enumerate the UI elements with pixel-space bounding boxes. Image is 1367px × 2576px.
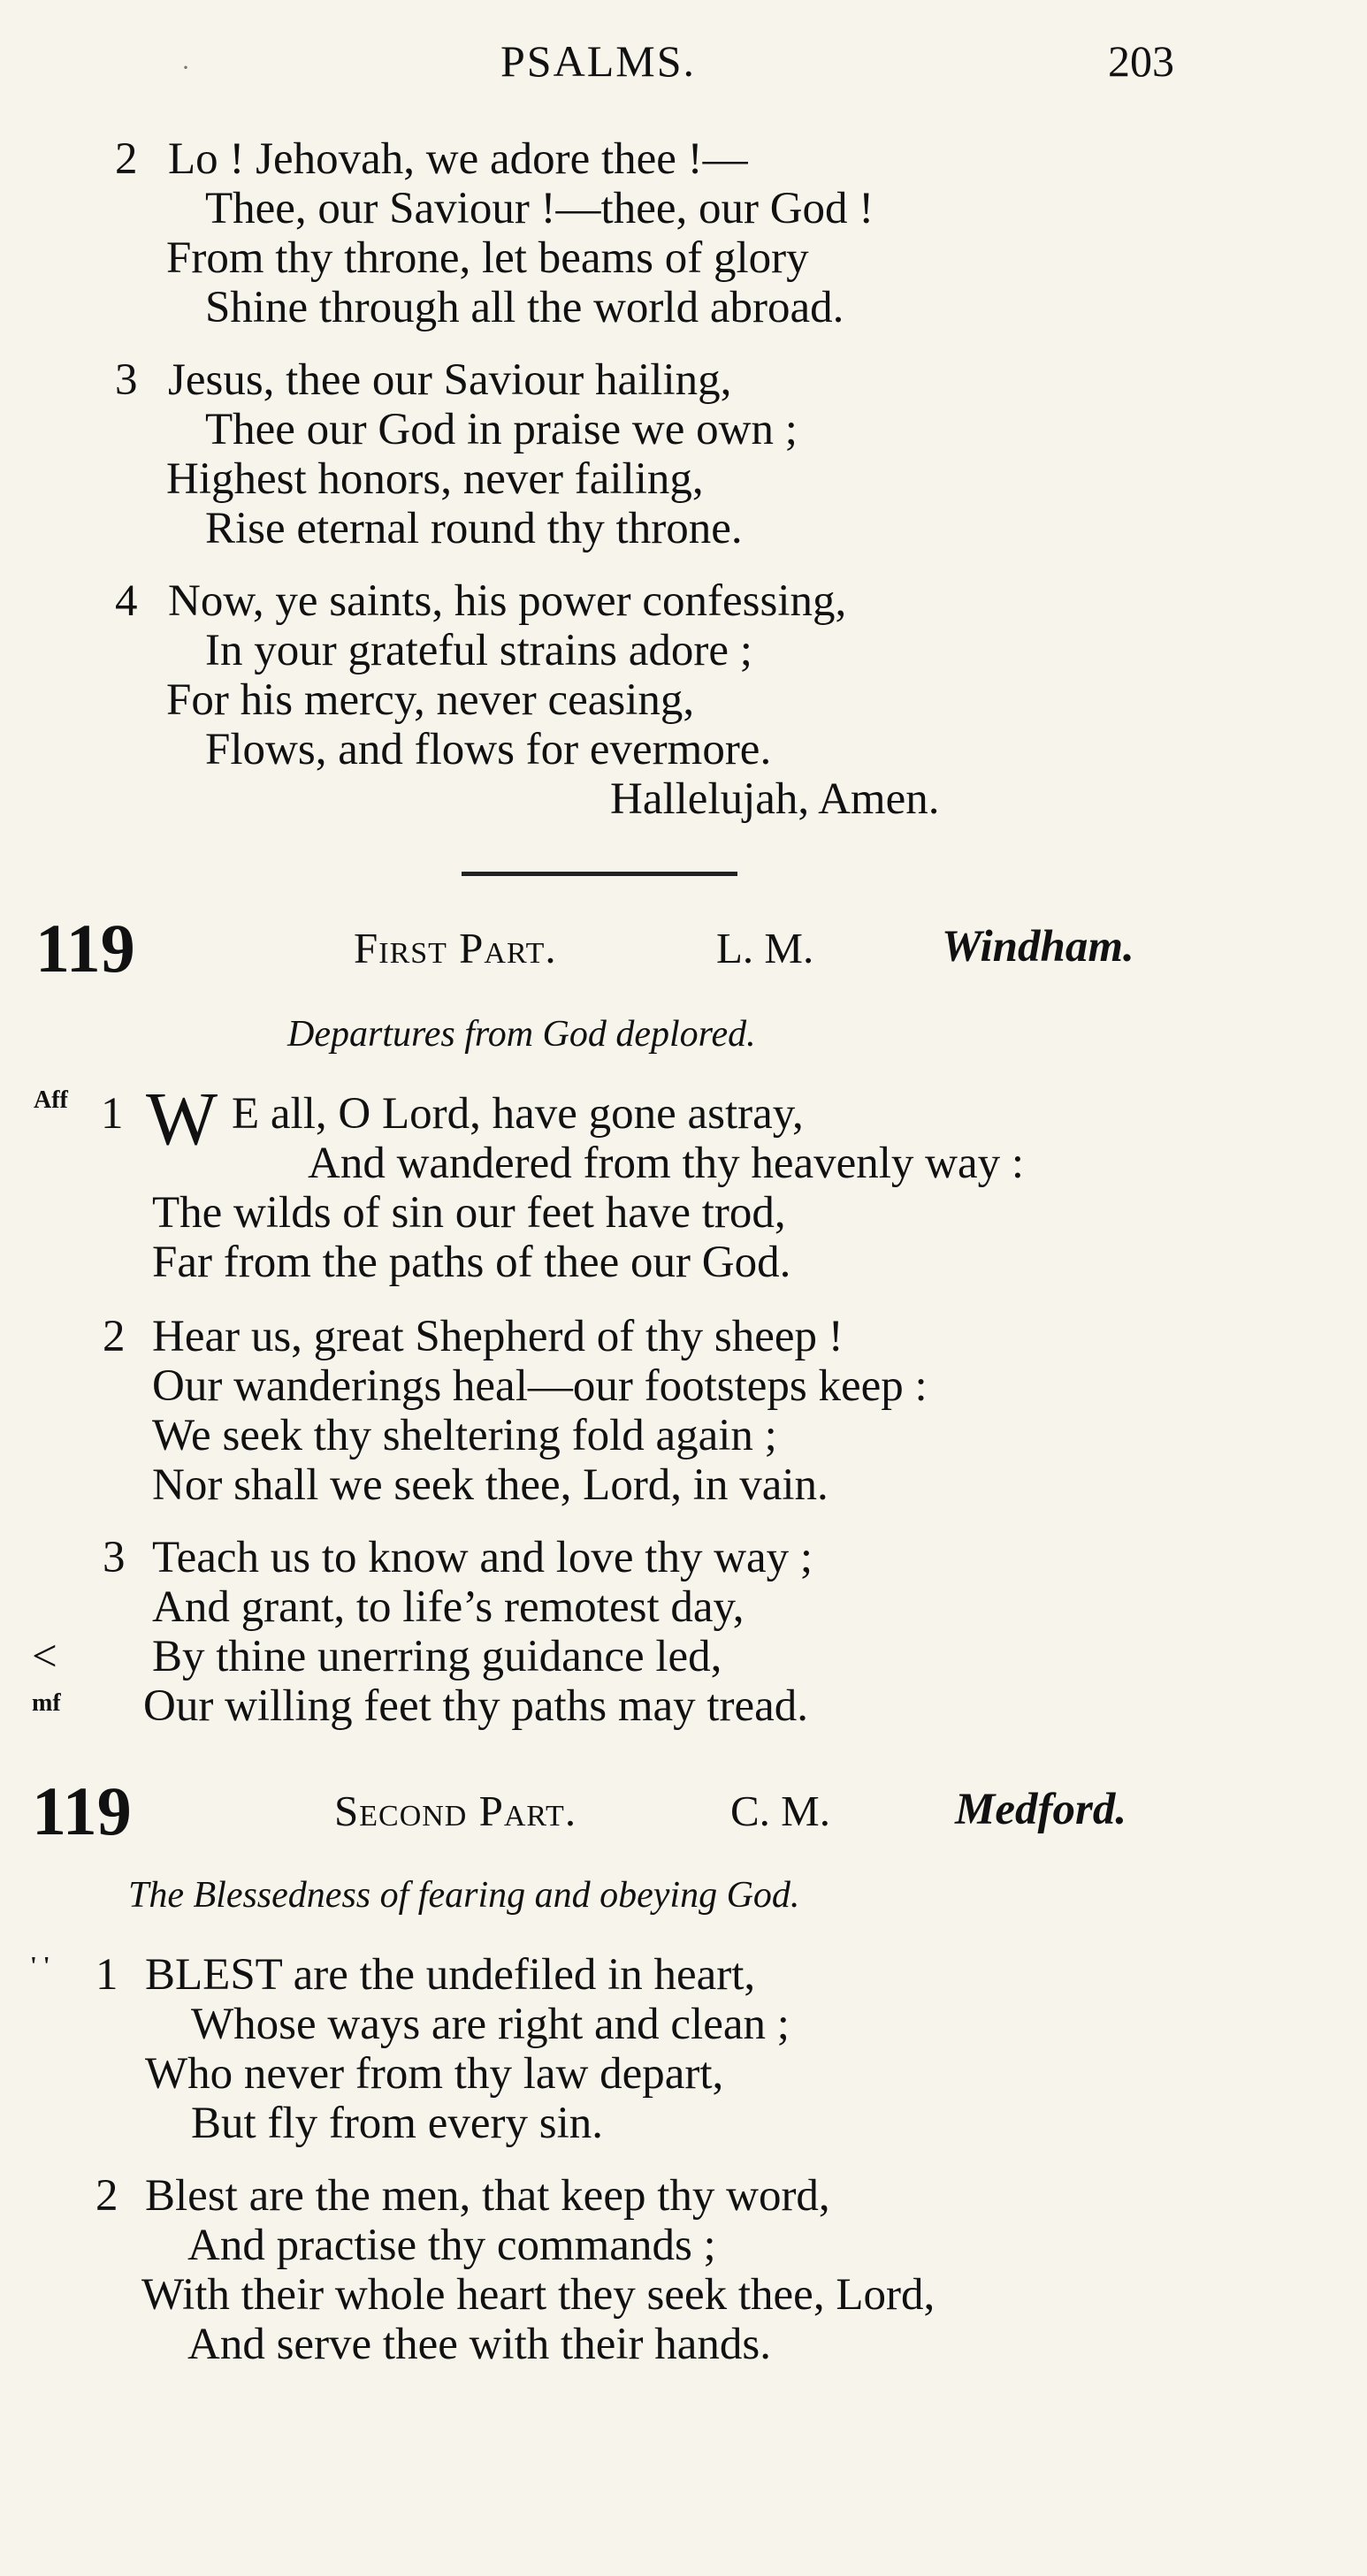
verse-line: Our willing feet thy paths may tread. xyxy=(143,1681,809,1731)
verse-line: Now, ye saints, his power confessing, xyxy=(168,576,847,626)
verse-line: We seek thy sheltering fold again ; xyxy=(152,1411,777,1460)
verse-number: 4 xyxy=(115,576,138,626)
hymn-header xyxy=(0,1772,1367,1851)
hymn-meter: C. M. xyxy=(730,1787,831,1835)
verse-line: Blest are the men, that keep thy word, xyxy=(145,2171,830,2221)
verse-number: 1 xyxy=(101,1089,124,1139)
section-rule xyxy=(462,872,737,876)
hymn-subtitle: Departures from God deplored. xyxy=(287,1014,756,1055)
dynamic-mark: ' ' xyxy=(30,1953,50,1980)
verse-line: And wandered from thy heavenly way : xyxy=(308,1139,1025,1188)
verse-line: Whose ways are right and clean ; xyxy=(191,2000,790,2049)
hymn-meter: L. M. xyxy=(716,924,814,972)
verse-line: BLEST are the undefiled in heart, xyxy=(145,1950,756,2000)
verse-line: And grant, to life’s remotest day, xyxy=(152,1582,745,1632)
hymn-subtitle: The Blessedness of fearing and obeying God. xyxy=(128,1875,800,1916)
verse-line: Shine through all the world abroad. xyxy=(205,283,844,332)
verse-line: Highest honors, never failing, xyxy=(166,454,704,504)
verse-line: E all, O Lord, have gone astray, xyxy=(232,1089,804,1139)
hymn-tune: Windham. xyxy=(942,922,1134,972)
verse-line: In your grateful strains adore ; xyxy=(205,626,752,675)
verse-line: Thee, our Saviour !—thee, our God ! xyxy=(205,184,874,233)
running-head-mark: · xyxy=(181,53,190,82)
verse-line: Hear us, great Shepherd of thy sheep ! xyxy=(152,1312,844,1361)
hymn-tune: Medford. xyxy=(955,1785,1127,1834)
hymn-part: First Part. xyxy=(354,924,557,972)
verse-line: By thine unerring guidance led, xyxy=(152,1632,722,1681)
verse-line: Nor shall we seek thee, Lord, in vain. xyxy=(152,1460,829,1510)
verse-line: Who never from thy law depart, xyxy=(145,2049,724,2099)
verse-line: For his mercy, never ceasing, xyxy=(166,675,695,725)
verse-line: With their whole heart they seek thee, Lord, xyxy=(141,2270,936,2320)
hymn-number: 119 xyxy=(35,910,135,987)
verse-line: And serve thee with their hands. xyxy=(187,2320,771,2369)
verse-line: Far from the paths of thee our God. xyxy=(152,1238,791,1287)
verse-line: Lo ! Jehovah, we adore thee !— xyxy=(168,134,748,184)
crescendo-mark: < xyxy=(32,1632,57,1681)
verse-number: 3 xyxy=(115,355,138,405)
verse-number: 3 xyxy=(103,1533,126,1582)
verse-line: Flows, and flows for evermore. xyxy=(205,725,772,774)
verse-line: Thee our God in praise we own ; xyxy=(205,405,798,454)
verse-line: But fly from every sin. xyxy=(191,2099,603,2148)
verse-line: From thy throne, let beams of glory xyxy=(166,233,809,283)
running-head xyxy=(0,35,1367,97)
running-head-title: PSALMS. xyxy=(500,36,697,86)
closing-line: Hallelujah, Amen. xyxy=(610,774,940,824)
verse-number: 1 xyxy=(95,1950,118,2000)
hymn-part: Second Part. xyxy=(334,1787,577,1835)
verse-line: The wilds of sin our feet have trod, xyxy=(152,1188,786,1238)
verse-number: 2 xyxy=(115,134,138,184)
page-number: 203 xyxy=(1108,36,1174,86)
drop-cap: W xyxy=(146,1076,218,1161)
verse-line: Jesus, thee our Saviour hailing, xyxy=(168,355,732,405)
verse-line: Rise eternal round thy throne. xyxy=(205,504,743,553)
verse-number: 2 xyxy=(103,1312,126,1361)
verse-line: Our wanderings heal—our footsteps keep : xyxy=(152,1361,928,1411)
verse-line: And practise thy commands ; xyxy=(187,2221,716,2270)
hymn-header xyxy=(0,909,1367,988)
verse-number: 2 xyxy=(95,2171,118,2221)
verse-line: Teach us to know and love thy way ; xyxy=(152,1533,813,1582)
hymn-number: 119 xyxy=(32,1772,132,1849)
dynamic-mark: Aff xyxy=(34,1086,68,1114)
dynamic-mark: mf xyxy=(32,1689,61,1717)
